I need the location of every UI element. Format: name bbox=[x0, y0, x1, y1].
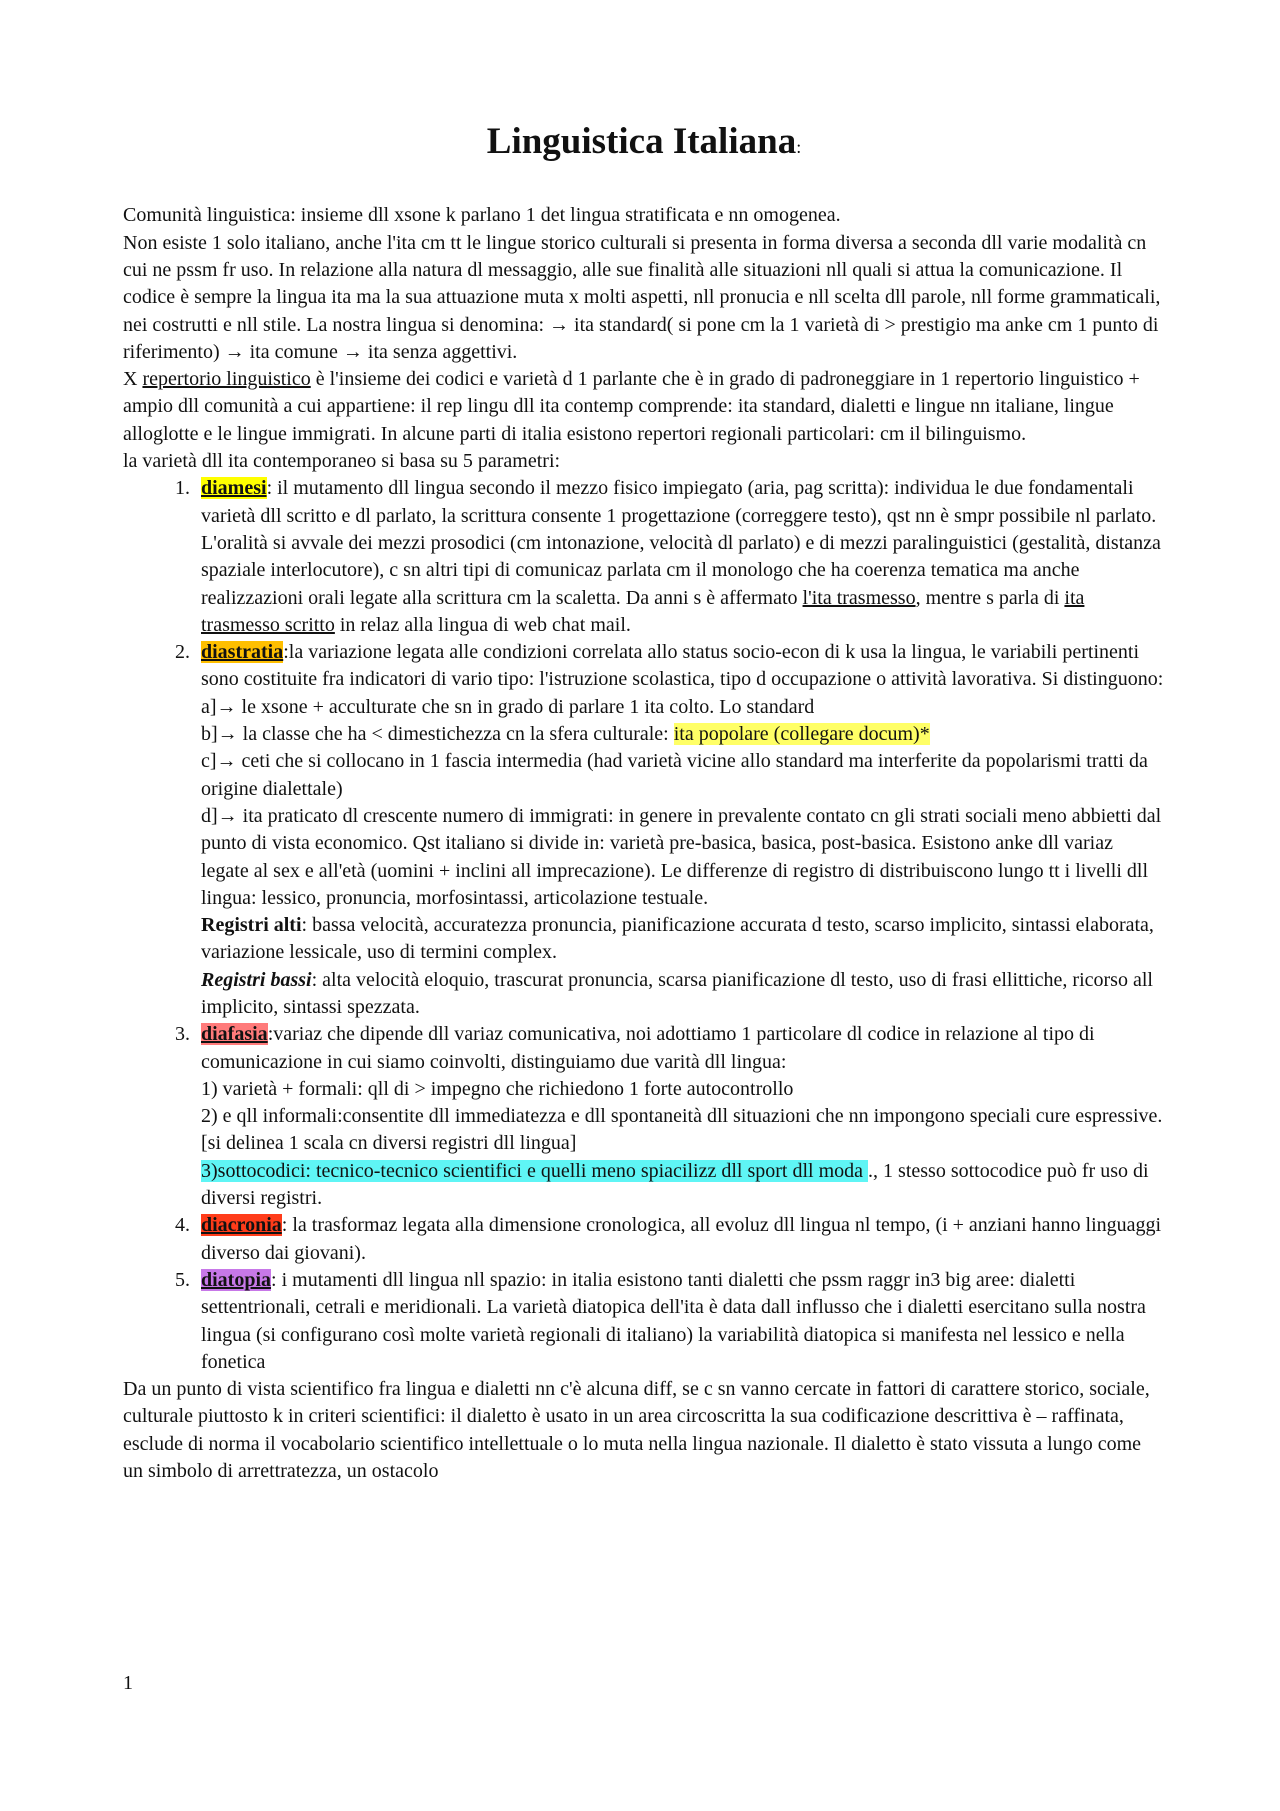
list-number: 2. bbox=[175, 641, 190, 664]
term-diafasia: diafasia bbox=[201, 1023, 268, 1046]
diamesi-mid: , mentre s parla di bbox=[915, 586, 1065, 609]
parametri-intro: la varietà dll ita contemporaneo si basa su 5 parametri: bbox=[123, 450, 561, 473]
highlight-ita-popolare: ita popolare (collegare docum)* bbox=[673, 723, 930, 746]
list-number: 1. bbox=[175, 477, 190, 500]
diastratia-point-d: d]→ ita praticato dl crescente numero di immigrati: in genere in prevalente contato cn gli strati sociali meno abbietti dal punto di vista economico. Qst italiano si divide in: varietà pre-basica, basica, post-basica. Esistono anke dll variaz legate al sex e all'età (uomini + inclini all imprecazione). Le differenze di registro di distribuiscono lungo tt i livelli dll lingua: lessico, pronuncia, morfosintassi, articolazione testuale. bbox=[201, 804, 1162, 909]
diamesi-text: : il mutamento dll lingua secondo il mezzo fisico impiegato (aria, pag scritta): individua le due fondamentali varietà dll scritto e dl parlato, la scrittura consente 1 progettazione (correggere testo), qst nn è smpr possibile nl parlato. L'oralità si avvale dei mezzi prosodici (cm intonazione, velocità dl parlato) e di mezzi paralinguistici (gestalità, distanza spaziale interlocutore), c sn altri tipi di comunicaz parlata cm il monologo che ha coerenza tematica ma anche realizzazioni orali legate alla scrittura cm la scaletta. Da anni s è affermato bbox=[201, 477, 1161, 609]
document-title bbox=[123, 120, 1165, 164]
diamesi-underline-1: l'ita trasmesso bbox=[802, 586, 916, 609]
diastratia-point-c: c]→ ceti che si collocano in 1 fascia intermedia (had varietà vicine allo standard ma interferite da popolarismi tratti da origine dialettale) bbox=[201, 750, 1148, 800]
document-page bbox=[123, 120, 1165, 1485]
list-item-diatopia bbox=[123, 1267, 1165, 1376]
closing-paragraph: Da un punto di vista scientifico fra lingua e dialetti nn c'è alcuna diff, se c sn vanno cercate in fattori di carattere storico, sociale, culturale piuttosto k in criteri scientifici: il dialetto è usato in un area circoscritta la sua codificazione descrittiva è – raffinata, esclude di norma il vocabolario scientifico intellettuale o lo muta nella lingua nazionale. Il dialetto è stato vissuta a lungo come un simbolo di arrettratezza, un ostacolo bbox=[123, 1378, 1150, 1483]
parametri-list bbox=[123, 475, 1165, 1376]
repertorio-text: è l'insieme dei codici e varietà d 1 parlante che è in grado di padroneggiare in 1 repertorio linguistico + ampio dll comunità a cui appartiene: il rep lingu dll ita contemp comprende: ita standard, dialetti e lingue nn italiane, lingue alloglotte e le lingue immigrati. In alcune parti di italia esistono repertori regionali particolari: cm il bilinguismo. bbox=[123, 368, 1140, 445]
page-number: 1 bbox=[123, 1672, 133, 1694]
diacronia-text: : la trasformaz legata alla dimensione cronologica, all evoluz dll lingua nl tempo, (i + anziani hanno linguaggi diverso dai giovani). bbox=[201, 1214, 1162, 1264]
diastratia-point-a: a]→ le xsone + acculturate che sn in grado di parlare 1 ita colto. Lo standard bbox=[201, 695, 815, 718]
diamesi-underline-2: ita trasmesso scritto bbox=[201, 586, 1085, 636]
diafasia-point-1: 1) varietà + formali: qll di > impegno che richiedono 1 forte autocontrollo bbox=[201, 1077, 794, 1100]
list-item-diastratia bbox=[123, 639, 1165, 1021]
list-number: 3. bbox=[175, 1023, 190, 1046]
repertorio-pre: X bbox=[123, 368, 143, 391]
title-text: Linguistica Italiana bbox=[486, 121, 797, 162]
intro-paragraph-2: Non esiste 1 solo italiano, anche l'ita cm tt le lingue storico culturali si presenta in forma diversa a seconda dll varie modalità cn cui ne pssm fr uso. In relazione alla natura dl messaggio, alle sue finalità alle situazioni nll quali si attua la comunicazione. Il codice è sempre la lingua ita ma la sua attuazione muta x molti aspetti, nll pronucia e nll scelta dll parole, nll forme grammaticali, nei costrutti e nll stile. La nostra lingua si denomina: → ita standard( si pone cm la 1 varietà di > prestigio ma anke cm 1 punto di riferimento) → ita comune → ita senza aggettivi. bbox=[123, 231, 1161, 363]
registri-bassi-label: Registri bassi bbox=[201, 968, 312, 991]
repertorio-term: repertorio linguistico bbox=[142, 368, 311, 391]
intro-paragraph-1: Comunità linguistica: insieme dll xsone k parlano 1 det lingua stratificata e nn omogenea. bbox=[123, 204, 841, 227]
list-item-diamesi bbox=[123, 475, 1165, 639]
term-diastratia: diastratia bbox=[201, 641, 284, 664]
diamesi-end: in relaz alla lingua di web chat mail. bbox=[334, 613, 631, 636]
list-number: 4. bbox=[175, 1214, 190, 1237]
term-diatopia: diatopia bbox=[201, 1268, 272, 1291]
highlight-sottocodici: 3)sottocodici: tecnico-tecnico scientifici e quelli meno spiacilizz dll sport dll moda bbox=[201, 1159, 869, 1182]
diatopia-text: : i mutamenti dll lingua nll spazio: in italia esistono tanti dialetti che pssm raggr in3 big aree: dialetti settentrionali, cetrali e meridionali. La varietà diatopica dell'ita è data dall influsso che i dialetti esercitano sulla nostra lingua (si configurano così molte varietà regionali di italiano) la variabilità diatopica si manifesta nel lessico e nella fonetica bbox=[201, 1268, 1146, 1373]
diastratia-text: :la variazione legata alle condizioni correlata allo status socio-econ di k usa la lingua, le variabili pertinenti sono costituite fra indicatori di vario tipo: l'istruzione scolastica, tipo d occupazione o attività lavorativa. Si distinguono: bbox=[201, 641, 1164, 691]
list-number: 5. bbox=[175, 1268, 190, 1291]
title-colon: : bbox=[796, 137, 802, 157]
diafasia-point-2: 2) e qll informali:consentite dll immediatezza e dll spontaneità dll situazioni che nn impongono speciali cure espressive. [si delinea 1 scala cn diversi registri dll lingua] bbox=[201, 1105, 1163, 1155]
list-item-diacronia bbox=[123, 1212, 1165, 1267]
repertorio-paragraph bbox=[123, 366, 1165, 448]
list-item-diafasia bbox=[123, 1021, 1165, 1212]
registri-alti-label: Registri alti bbox=[201, 914, 302, 937]
registri-alti: Registri alti: bassa velocità, accuratezza pronuncia, pianificazione accurata d testo, scarso implicito, sintassi elaborata, variazione lessicale, uso di termini complex. bbox=[201, 914, 1154, 964]
diastratia-point-b: b]→ la classe che ha < dimestichezza cn la sfera culturale: ita popolare (collegare docum)* bbox=[201, 723, 930, 746]
diafasia-point-3: 3)sottocodici: tecnico-tecnico scientifici e quelli meno spiacilizz dll sport dll moda ., 1 stesso sottocodice può fr uso di diversi registri. bbox=[201, 1159, 1149, 1210]
term-diamesi: diamesi bbox=[201, 477, 267, 500]
term-diacronia: diacronia bbox=[201, 1214, 282, 1237]
diafasia-text: :variaz che dipende dll variaz comunicativa, noi adottiamo 1 particolare dl codice in relazione al tipo di comunicazione in cui siamo coinvolti, distinguiamo due varità dll lingua: bbox=[201, 1023, 1095, 1073]
registri-bassi: Registri bassi: alta velocità eloquio, trascurat pronuncia, scarsa pianificazione dl testo, uso di frasi ellittiche, ricorso all implicito, sintassi spezzata. bbox=[201, 968, 1153, 1018]
